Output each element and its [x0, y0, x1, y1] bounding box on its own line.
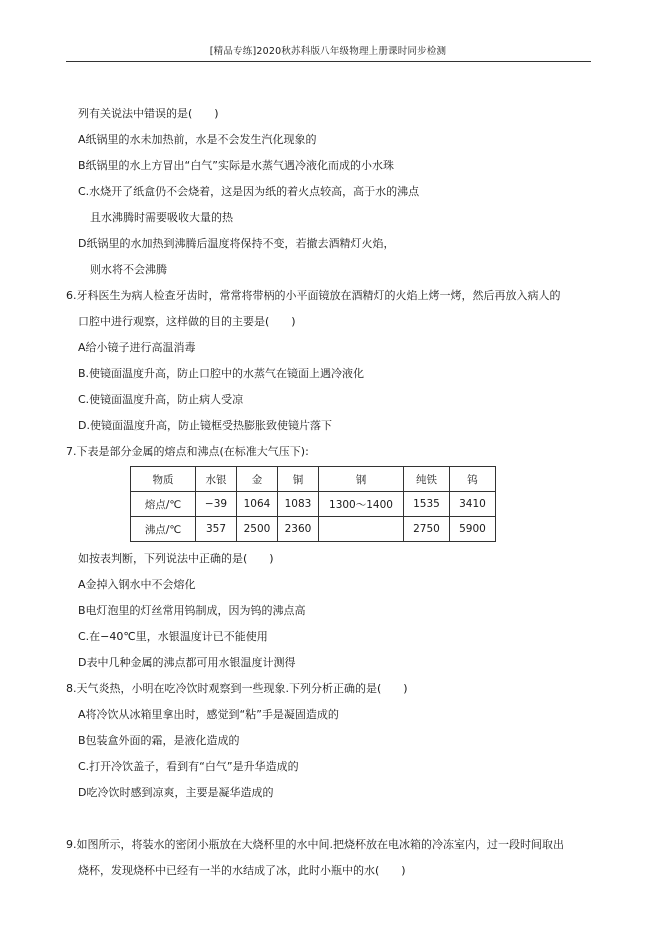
table-cell: 3410 — [450, 492, 496, 517]
q5-option-d-cont: 则水将不会沸腾 — [90, 263, 167, 276]
table-cell: 2360 — [278, 517, 319, 542]
table-cell: 2750 — [404, 517, 450, 542]
q7-option-a: A金掉入钢水中不会熔化 — [78, 578, 196, 591]
q6-option-c: C.使镜面温度升高，防止病人受凉 — [78, 393, 244, 406]
q6-option-a: A给小镜子进行高温消毒 — [78, 341, 196, 354]
table-cell: −39 — [196, 492, 237, 517]
table-cell: 沸点/℃ — [131, 517, 196, 542]
table-header-row — [131, 467, 496, 492]
table-cell: 1064 — [237, 492, 278, 517]
page-header: [精品专练]2020秋苏科版八年级物理上册课时同步检测 — [209, 46, 447, 57]
q5-option-b: B纸锅里的水上方冒出“白气”实际是水蒸气遇冷液化而成的小水珠 — [78, 159, 394, 172]
q5-option-c: C.水烧开了纸盒仍不会烧着，这是因为纸的着火点较高，高于水的沸点 — [78, 185, 420, 198]
header-divider — [66, 61, 591, 62]
q7-stem: 7.下表是部分金属的熔点和沸点(在标准大气压下): — [66, 445, 309, 458]
table-row — [131, 517, 496, 542]
q8-option-d: D吃冷饮时感到凉爽，主要是凝华造成的 — [78, 786, 274, 799]
table-cell: 1083 — [278, 492, 319, 517]
table-header-cell: 钢 — [319, 467, 404, 492]
q6-option-b: B.使镜面温度升高，防止口腔中的水蒸气在镜面上遇冷液化 — [78, 367, 365, 380]
table-cell — [319, 517, 404, 542]
q6-option-d: D.使镜面温度升高，防止镜框受热膨胀致使镜片落下 — [78, 419, 332, 432]
q8-stem: 8.天气炎热，小明在吃冷饮时观察到一些现象.下列分析正确的是( ) — [66, 682, 408, 695]
table-header-cell: 金 — [237, 467, 278, 492]
q7-option-b: B电灯泡里的灯丝常用钨制成，因为钨的沸点高 — [78, 604, 306, 617]
q5-option-a: A纸锅里的水未加热前，水是不会发生汽化现象的 — [78, 133, 317, 146]
table-header-cell: 纯铁 — [404, 467, 450, 492]
table-cell: 熔点/℃ — [131, 492, 196, 517]
table-header-cell: 物质 — [131, 467, 196, 492]
q5-stem: 列有关说法中错误的是( ) — [78, 107, 219, 120]
q6-stem: 6.牙科医生为病人检查牙齿时，常常将带柄的小平面镜放在酒精灯的火焰上烤一烤，然后再放入病人的 — [66, 289, 561, 302]
q8-option-b: B包装盒外面的霜，是液化造成的 — [78, 734, 240, 747]
table-header-cell: 铜 — [278, 467, 319, 492]
q5-option-d: D纸锅里的水加热到沸腾后温度将保持不变，若撤去酒精灯火焰， — [78, 237, 395, 250]
q9-stem: 9.如图所示，将装水的密闭小瓶放在大烧杯里的水中间.把烧杯放在电冰箱的冷冻室内，过一段时间取出 — [66, 838, 564, 851]
q7-option-d: D表中几种金属的沸点都可用水银温度计测得 — [78, 656, 296, 669]
q8-option-c: C.打开冷饮盖子，看到有“白气”是升华造成的 — [78, 760, 299, 773]
table-cell: 1300～1400 — [319, 492, 404, 517]
q7-prompt: 如按表判断，下列说法中正确的是( ) — [78, 552, 274, 565]
metal-properties-table — [130, 466, 496, 542]
table-cell: 2500 — [237, 517, 278, 542]
q7-option-c: C.在−40℃里，水银温度计已不能使用 — [78, 630, 268, 643]
table-cell: 357 — [196, 517, 237, 542]
table-cell: 1535 — [404, 492, 450, 517]
table-header-cell: 钨 — [450, 467, 496, 492]
q8-option-a: A将冷饮从冰箱里拿出时，感觉到“粘”手是凝固造成的 — [78, 708, 339, 721]
q5-option-c-cont: 且水沸腾时需要吸收大量的热 — [90, 211, 233, 224]
table-cell: 5900 — [450, 517, 496, 542]
q6-stem-cont: 口腔中进行观察，这样做的目的主要是( ) — [78, 315, 296, 328]
table-header-cell: 水银 — [196, 467, 237, 492]
q9-stem-cont: 烧杯，发现烧杯中已经有一半的水结成了冰，此时小瓶中的水( ) — [78, 864, 406, 877]
table-row — [131, 492, 496, 517]
